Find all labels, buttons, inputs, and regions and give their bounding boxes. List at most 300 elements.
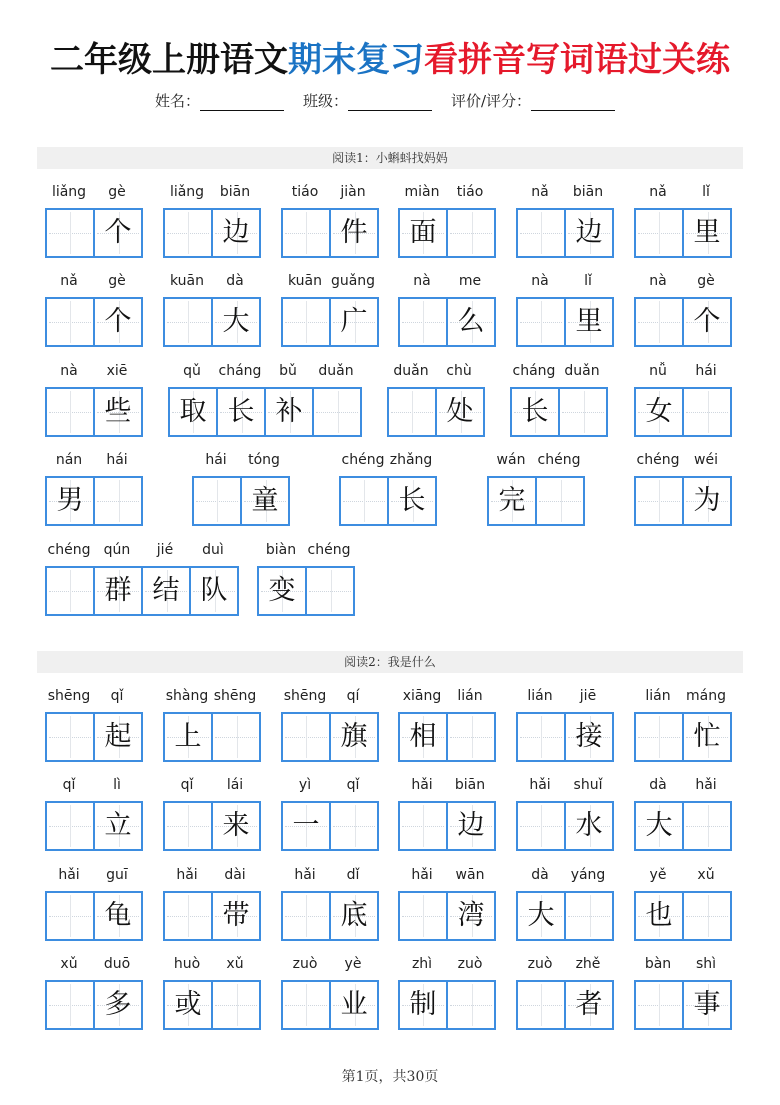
blank-writing-cell[interactable] [558, 389, 606, 435]
blank-writing-cell[interactable] [341, 478, 387, 524]
filled-character-cell [329, 982, 377, 1028]
blank-writing-cell[interactable] [446, 714, 494, 760]
pinyin-label: hái [695, 363, 717, 379]
tianzige-box-row [516, 891, 614, 941]
character [165, 893, 211, 939]
section-heading-reading-2: 阅读2：我是什么 [37, 651, 743, 673]
pinyin-label: máng [686, 688, 726, 704]
character [314, 389, 360, 435]
character [400, 803, 446, 849]
pinyin-label: jiē [579, 688, 597, 704]
pinyin-label: gè [108, 184, 126, 200]
tianzige-box-row [398, 801, 496, 851]
filled-character-cell [564, 982, 612, 1028]
tianzige-box-row [163, 712, 261, 762]
character: 湾 [457, 900, 485, 931]
blank-writing-cell[interactable] [165, 893, 211, 939]
filled-character-cell [400, 714, 446, 760]
tianzige-box-row [45, 891, 143, 941]
filled-character-cell [446, 803, 494, 849]
pinyin-label: xǔ [60, 956, 78, 972]
name-blank[interactable] [200, 92, 284, 111]
tianzige-box-row [398, 297, 496, 347]
filled-character-cell [564, 299, 612, 345]
character: 童 [251, 485, 279, 516]
tianzige-box-row [634, 208, 732, 258]
character: 里 [575, 306, 603, 337]
character: 一 [292, 810, 320, 841]
character: 变 [268, 575, 296, 606]
character [636, 982, 682, 1028]
character [566, 893, 612, 939]
pinyin-label: biān [219, 184, 251, 200]
filled-character-cell [93, 803, 141, 849]
character: 边 [222, 217, 250, 248]
tianzige-box-row [163, 297, 261, 347]
blank-writing-cell[interactable] [165, 803, 211, 849]
pinyin-label: kuān [287, 273, 322, 289]
character [47, 568, 93, 614]
score-label: 评价/评分： [451, 92, 532, 110]
tianzige-box-row [281, 297, 379, 347]
pinyin-label: duǎn [318, 363, 354, 379]
blank-writing-cell[interactable] [283, 299, 329, 345]
filled-character-cell [211, 299, 259, 345]
filled-character-cell [189, 568, 237, 614]
pinyin-label: hǎi [294, 867, 316, 883]
character: 群 [104, 575, 132, 606]
blank-writing-cell[interactable] [535, 478, 583, 524]
blank-writing-cell[interactable] [518, 803, 564, 849]
character [518, 803, 564, 849]
title-part-review: 期末复习 [288, 40, 424, 80]
blank-writing-cell[interactable] [211, 714, 259, 760]
character: 里 [693, 217, 721, 248]
pinyin-label: lǐ [584, 273, 592, 289]
name-field[interactable] [155, 90, 284, 111]
pinyin-label: qǐ [110, 688, 124, 704]
character [47, 389, 93, 435]
class-blank[interactable] [348, 92, 432, 111]
filled-character-cell [259, 568, 305, 614]
filled-character-cell [165, 982, 211, 1028]
pinyin-label: chéng [307, 542, 351, 558]
filled-character-cell [47, 478, 93, 524]
tianzige-box-row [487, 476, 585, 526]
character: 边 [575, 217, 603, 248]
blank-writing-cell[interactable] [47, 210, 93, 256]
pinyin-label: qǔ [183, 363, 201, 379]
tianzige-box-row [398, 891, 496, 941]
character: 面 [409, 217, 437, 248]
blank-writing-cell[interactable] [400, 299, 446, 345]
filled-character-cell [564, 803, 612, 849]
character: 大 [645, 810, 673, 841]
pinyin-label: biàn [265, 542, 297, 558]
character [47, 803, 93, 849]
pinyin-label: duì [202, 542, 224, 558]
blank-writing-cell[interactable] [682, 803, 730, 849]
pinyin-label: hǎi [695, 777, 717, 793]
pinyin-label: zuò [527, 956, 553, 972]
character: 长 [227, 396, 255, 427]
filled-character-cell [216, 389, 264, 435]
pinyin-label: dà [531, 867, 549, 883]
blank-writing-cell[interactable] [47, 389, 93, 435]
blank-writing-cell[interactable] [446, 982, 494, 1028]
pinyin-label: dà [649, 777, 667, 793]
character [47, 893, 93, 939]
blank-writing-cell[interactable] [636, 714, 682, 760]
tianzige-box-row [281, 980, 379, 1030]
blank-writing-cell[interactable] [518, 714, 564, 760]
filled-character-cell [211, 210, 259, 256]
tianzige-box-row [163, 980, 261, 1030]
character: 或 [174, 989, 202, 1020]
pinyin-label: chù [446, 363, 472, 379]
pinyin-label: bàn [644, 956, 672, 972]
filled-character-cell [682, 299, 730, 345]
filled-character-cell [636, 893, 682, 939]
tianzige-box-row [516, 801, 614, 851]
pinyin-label: duǎn [393, 363, 429, 379]
filled-character-cell [446, 893, 494, 939]
filled-character-cell [264, 389, 312, 435]
character [165, 803, 211, 849]
tianzige-box-row [281, 712, 379, 762]
blank-writing-cell[interactable] [283, 210, 329, 256]
pinyin-label: shēng [283, 688, 327, 704]
pinyin-label: duǎn [564, 363, 600, 379]
blank-writing-cell[interactable] [400, 893, 446, 939]
pinyin-label: wān [455, 867, 485, 883]
tianzige-box-row [339, 476, 437, 526]
pinyin-label: hǎi [411, 777, 433, 793]
character: 者 [575, 989, 603, 1020]
title-part-grade: 二年级上册语文 [50, 40, 288, 80]
pinyin-label: shuǐ [573, 777, 603, 793]
pinyin-label: gè [108, 273, 126, 289]
pinyin-label: huò [173, 956, 201, 972]
character: 女 [645, 396, 673, 427]
tianzige-box-row [634, 476, 732, 526]
pinyin-label: qún [103, 542, 131, 558]
filled-character-cell [512, 389, 558, 435]
blank-writing-cell[interactable] [682, 389, 730, 435]
pinyin-label: hǎi [529, 777, 551, 793]
tianzige-box-row [398, 208, 496, 258]
pinyin-label: hǎi [58, 867, 80, 883]
blank-writing-cell[interactable] [194, 478, 240, 524]
tianzige-box-row [634, 297, 732, 347]
blank-writing-cell[interactable] [564, 893, 612, 939]
blank-writing-cell[interactable] [47, 568, 93, 614]
pinyin-label: zhě [575, 956, 601, 972]
pinyin-label: lián [645, 688, 671, 704]
tianzige-box-row [634, 801, 732, 851]
tianzige-box-row [45, 980, 143, 1030]
tianzige-box-row [634, 980, 732, 1030]
character [47, 982, 93, 1028]
blank-writing-cell[interactable] [47, 299, 93, 345]
character [518, 982, 564, 1028]
pinyin-label: qǐ [180, 777, 194, 793]
tianzige-box-row [257, 566, 355, 616]
filled-character-cell [93, 210, 141, 256]
pinyin-label: biān [454, 777, 486, 793]
blank-writing-cell[interactable] [682, 893, 730, 939]
character [47, 210, 93, 256]
tianzige-box-row [516, 980, 614, 1030]
blank-writing-cell[interactable] [47, 803, 93, 849]
pinyin-label: wán [496, 452, 526, 468]
pinyin-label: shàng [165, 688, 209, 704]
character [213, 982, 259, 1028]
character: 带 [222, 900, 250, 931]
class-label: 班级： [303, 92, 349, 110]
character [636, 478, 682, 524]
filled-character-cell [489, 478, 535, 524]
blank-writing-cell[interactable] [389, 389, 435, 435]
blank-writing-cell[interactable] [518, 210, 564, 256]
blank-writing-cell[interactable] [636, 478, 682, 524]
pinyin-label: yì [298, 777, 312, 793]
character [400, 299, 446, 345]
pinyin-label: zhǎng [389, 452, 433, 468]
pinyin-label: tóng [248, 452, 280, 468]
character [95, 478, 141, 524]
filled-character-cell [165, 714, 211, 760]
filled-character-cell [435, 389, 483, 435]
class-field[interactable] [303, 90, 432, 111]
pinyin-label: tiáo [456, 184, 484, 200]
character: 水 [575, 810, 603, 841]
score-field[interactable] [451, 90, 615, 111]
pinyin-label: nà [649, 273, 667, 289]
character: 大 [527, 900, 555, 931]
pinyin-label: jiàn [340, 184, 366, 200]
pinyin-label: dǐ [346, 867, 360, 883]
character: 处 [446, 396, 474, 427]
pinyin-label: zuò [292, 956, 318, 972]
character: 多 [104, 989, 132, 1020]
pinyin-label: lái [226, 777, 244, 793]
character: 完 [498, 485, 526, 516]
filled-character-cell [636, 389, 682, 435]
tianzige-box-row [163, 891, 261, 941]
character [518, 299, 564, 345]
pinyin-label: liǎng [169, 184, 205, 200]
character [389, 389, 435, 435]
character [194, 478, 240, 524]
character: 制 [409, 989, 437, 1020]
pinyin-label: lì [113, 777, 121, 793]
blank-writing-cell[interactable] [165, 299, 211, 345]
pinyin-label: hái [106, 452, 128, 468]
pinyin-label: me [458, 273, 482, 289]
pinyin-label: nà [60, 363, 78, 379]
pinyin-label: xiē [106, 363, 128, 379]
score-blank[interactable] [531, 92, 615, 111]
character: 起 [104, 721, 132, 752]
filled-character-cell [93, 714, 141, 760]
blank-writing-cell[interactable] [47, 714, 93, 760]
character [165, 299, 211, 345]
filled-character-cell [240, 478, 288, 524]
student-info-row [0, 90, 780, 114]
pinyin-label: chéng [341, 452, 385, 468]
character: 队 [200, 575, 228, 606]
blank-writing-cell[interactable] [400, 803, 446, 849]
pinyin-label: nǎ [649, 184, 667, 200]
blank-writing-cell[interactable] [518, 982, 564, 1028]
tianzige-box-row [281, 891, 379, 941]
blank-writing-cell[interactable] [165, 210, 211, 256]
tianzige-box-row [281, 208, 379, 258]
filled-character-cell [564, 210, 612, 256]
pinyin-label: nǎ [531, 184, 549, 200]
character [636, 299, 682, 345]
filled-character-cell [329, 893, 377, 939]
filled-character-cell [682, 982, 730, 1028]
filled-character-cell [400, 210, 446, 256]
tianzige-box-row [387, 387, 485, 437]
pinyin-label: xiāng [402, 688, 442, 704]
pinyin-label: yě [649, 867, 667, 883]
pinyin-label: qǐ [346, 777, 360, 793]
character [283, 714, 329, 760]
character: 个 [693, 306, 721, 337]
pinyin-label: zuò [457, 956, 483, 972]
blank-writing-cell[interactable] [305, 568, 353, 614]
character [448, 982, 494, 1028]
filled-character-cell [93, 568, 141, 614]
pinyin-label: xǔ [697, 867, 715, 883]
pinyin-label: liǎng [51, 184, 87, 200]
tianzige-box-row [516, 297, 614, 347]
character: 件 [340, 217, 368, 248]
blank-writing-cell[interactable] [283, 714, 329, 760]
tianzige-box-row [192, 476, 290, 526]
blank-writing-cell[interactable] [93, 478, 141, 524]
pinyin-label: nǎ [60, 273, 78, 289]
pinyin-label: chéng [47, 542, 91, 558]
filled-character-cell [93, 893, 141, 939]
character: 大 [222, 306, 250, 337]
filled-character-cell [93, 982, 141, 1028]
blank-writing-cell[interactable] [47, 982, 93, 1028]
filled-character-cell [682, 478, 730, 524]
pinyin-label: kuān [169, 273, 204, 289]
tianzige-box-row [510, 387, 608, 437]
tianzige-box-row [634, 712, 732, 762]
character: 来 [222, 810, 250, 841]
filled-character-cell [682, 210, 730, 256]
character [400, 893, 446, 939]
blank-writing-cell[interactable] [446, 210, 494, 256]
filled-character-cell [141, 568, 189, 614]
blank-writing-cell[interactable] [636, 299, 682, 345]
character [283, 210, 329, 256]
character: 结 [152, 575, 180, 606]
blank-writing-cell[interactable] [283, 893, 329, 939]
pinyin-label: shì [695, 956, 717, 972]
filled-character-cell [518, 893, 564, 939]
pinyin-label: lǐ [702, 184, 710, 200]
pinyin-label: cháng [512, 363, 556, 379]
pinyin-label: lián [457, 688, 483, 704]
filled-character-cell [283, 803, 329, 849]
pinyin-label: wéi [694, 452, 718, 468]
pinyin-label: yáng [570, 867, 606, 883]
filled-character-cell [170, 389, 216, 435]
blank-writing-cell[interactable] [47, 893, 93, 939]
character [684, 389, 730, 435]
character: 龟 [104, 900, 132, 931]
filled-character-cell [93, 389, 141, 435]
character [283, 982, 329, 1028]
character: 补 [275, 396, 303, 427]
character [213, 714, 259, 760]
character: 事 [693, 989, 721, 1020]
tianzige-box-row [516, 712, 614, 762]
blank-writing-cell[interactable] [636, 982, 682, 1028]
tianzige-box-row [45, 476, 143, 526]
character: 长 [398, 485, 426, 516]
tianzige-box-row [516, 208, 614, 258]
pinyin-label: shēng [47, 688, 91, 704]
character: 旗 [340, 721, 368, 752]
character [684, 803, 730, 849]
blank-writing-cell[interactable] [636, 210, 682, 256]
character [341, 478, 387, 524]
pinyin-label: shēng [213, 688, 257, 704]
tianzige-box-row [45, 297, 143, 347]
tianzige-box-row [634, 387, 732, 437]
character [636, 714, 682, 760]
character [560, 389, 606, 435]
tianzige-box-row [45, 801, 143, 851]
filled-character-cell [329, 714, 377, 760]
name-label: 姓名： [155, 92, 201, 110]
pinyin-label: chéng [537, 452, 581, 468]
blank-writing-cell[interactable] [211, 982, 259, 1028]
pinyin-label: qí [346, 688, 360, 704]
pinyin-label: chéng [636, 452, 680, 468]
blank-writing-cell[interactable] [312, 389, 360, 435]
character: 业 [340, 989, 368, 1020]
pinyin-label: hǎi [411, 867, 433, 883]
tianzige-box-row [163, 801, 261, 851]
character [47, 299, 93, 345]
blank-writing-cell[interactable] [518, 299, 564, 345]
tianzige-box-row [45, 566, 239, 616]
pinyin-label: tiáo [291, 184, 319, 200]
blank-writing-cell[interactable] [283, 982, 329, 1028]
pinyin-label: gè [697, 273, 715, 289]
character: 长 [521, 396, 549, 427]
character [684, 893, 730, 939]
tianzige-box-row [168, 387, 362, 437]
section-heading-reading-1: 阅读1：小蝌蚪找妈妈 [37, 147, 743, 169]
tianzige-box-row [45, 208, 143, 258]
character: 也 [645, 900, 673, 931]
blank-writing-cell[interactable] [329, 803, 377, 849]
pinyin-label: zhì [411, 956, 433, 972]
character [283, 893, 329, 939]
pinyin-label: nà [531, 273, 549, 289]
character [47, 714, 93, 760]
